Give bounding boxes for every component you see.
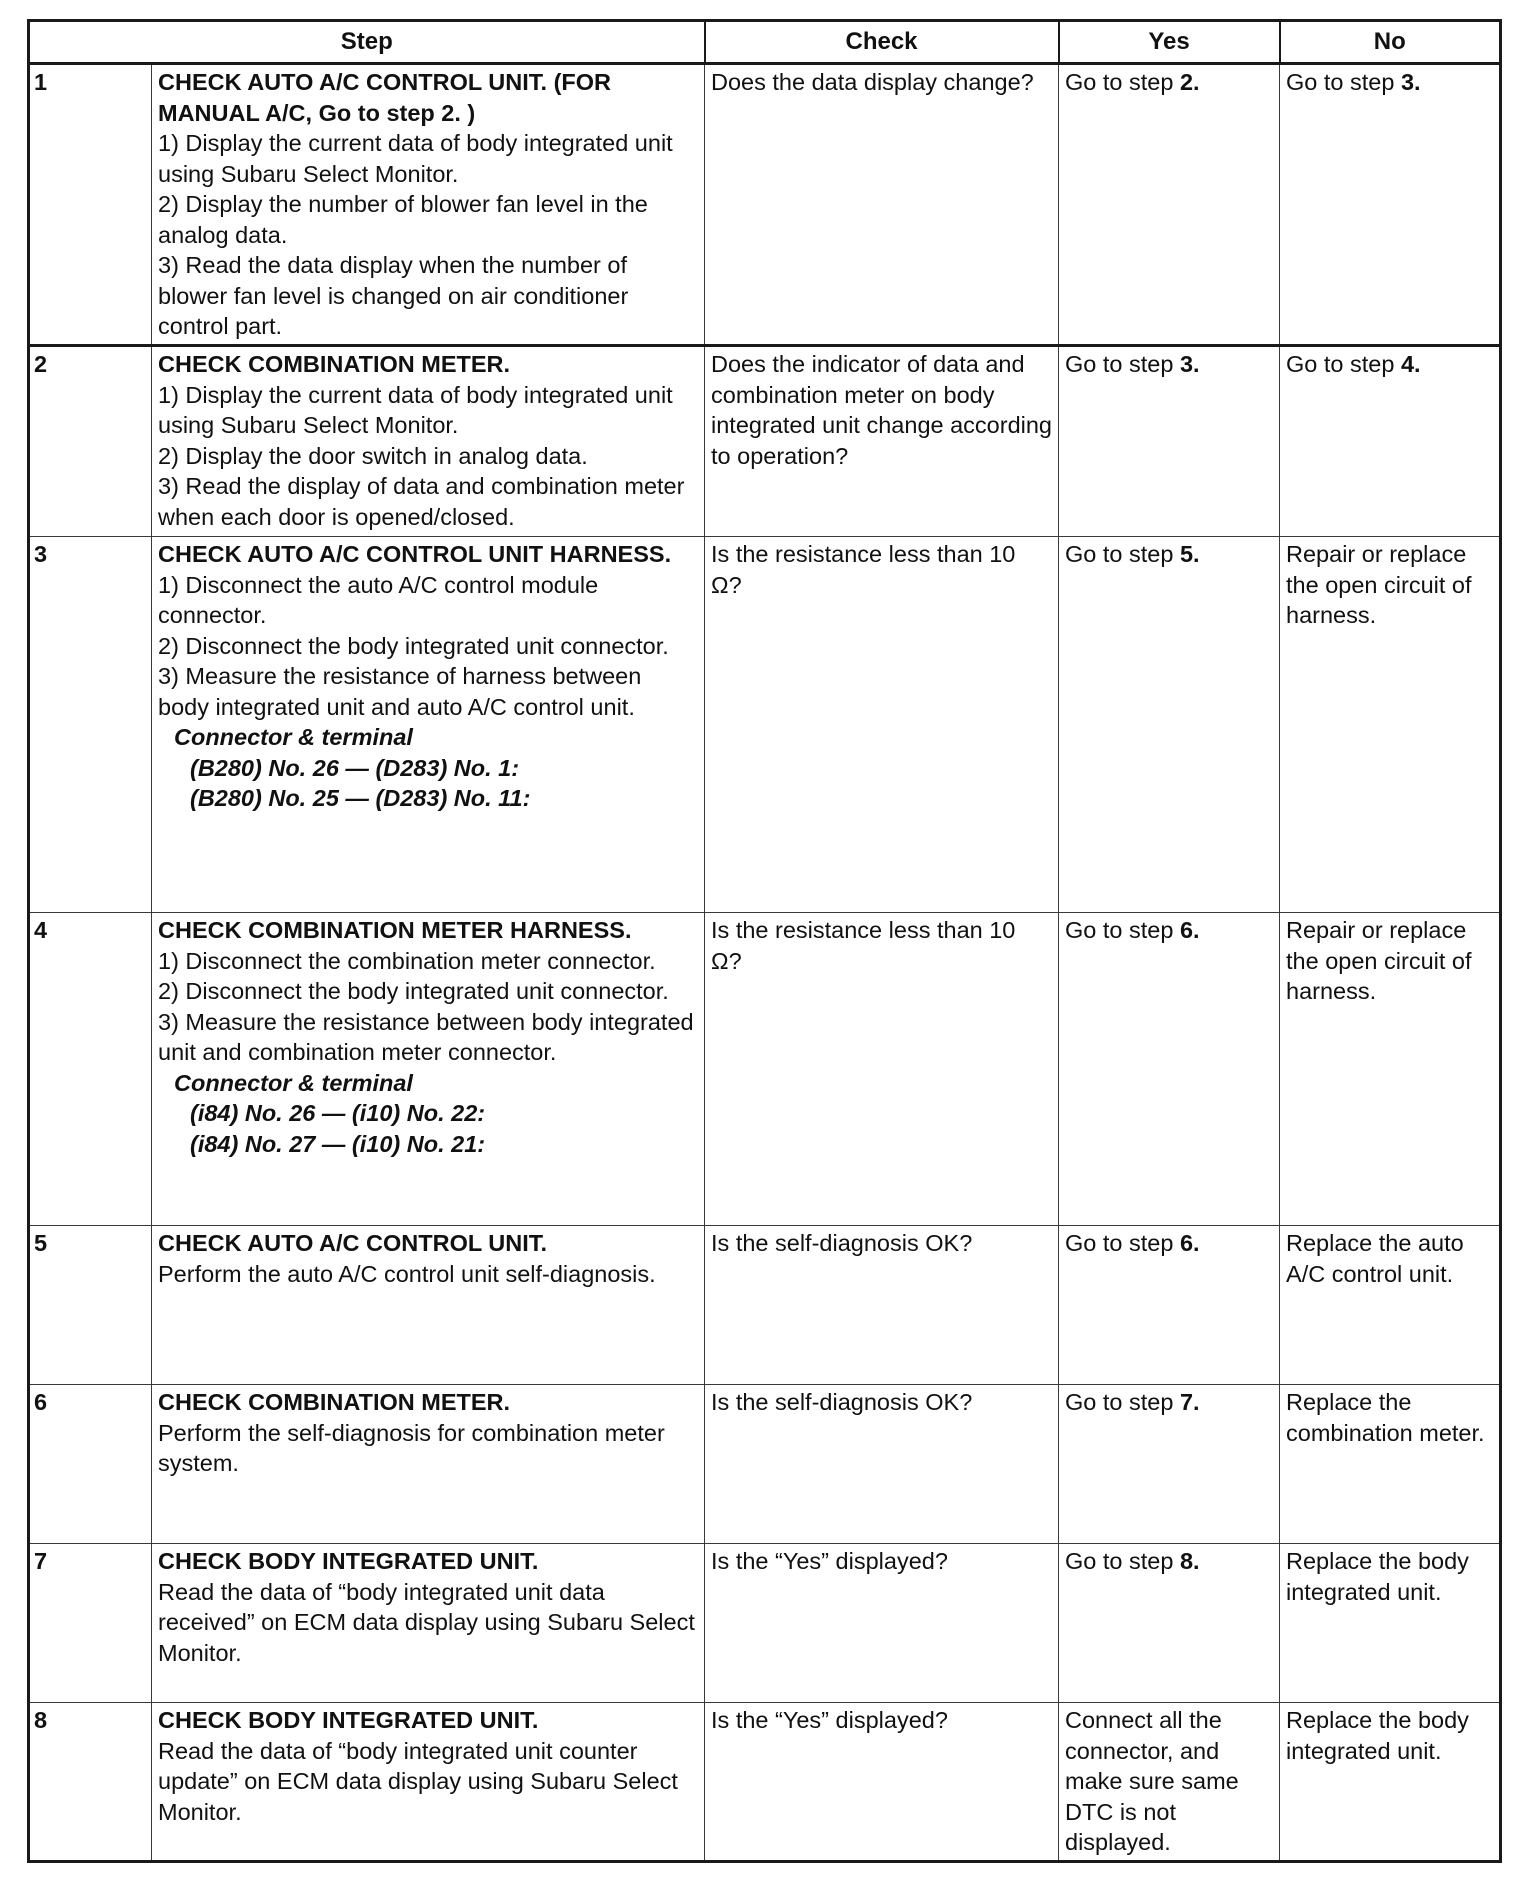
check-cell [705,1385,1059,1544]
no-action: Go to step [1286,69,1401,95]
no-action: Go to step [1286,351,1401,377]
no-cell [1280,64,1501,346]
header-no: No [1280,21,1501,64]
connector-terminal: (i84) No. 26 — (i10) No. 22: [190,1100,486,1126]
step-title: CHECK COMBINATION METER HARNESS. [158,917,632,943]
check-cell [705,346,1059,537]
step-number: 7 [34,1548,48,1574]
connector-terminal: (B280) No. 25 — (D283) No. 11: [190,785,531,811]
no-action: Replace the combination meter. [1286,1389,1485,1446]
step-instruction: 2) Display the door switch in analog data. [158,442,588,469]
check-question: Is the resistance less than 10 Ω? [711,917,1016,974]
yes-step-ref: 6. [1179,1230,1200,1256]
connector-terminal: (i84) No. 27 — (i10) No. 21: [190,1130,486,1157]
step-number-cell [29,1385,152,1544]
no-cell [1280,1385,1501,1544]
yes-step-ref: 7. [1179,1389,1200,1415]
step-title: CHECK COMBINATION METER. [158,351,511,377]
table-row [29,537,1501,913]
step-number-cell [29,1703,152,1862]
yes-action: Go to step [1065,1230,1180,1256]
header-step: Step [29,21,705,64]
yes-cell [1059,1544,1280,1703]
step-number: 1 [34,69,48,95]
step-number: 6 [34,1389,48,1415]
check-question: Is the self-diagnosis OK? [711,1230,973,1256]
no-cell [1280,537,1501,913]
step-description-cell [152,1385,705,1544]
no-action: Replace the body integrated unit. [1286,1707,1469,1764]
step-instruction: Perform the auto A/C control unit self-diagnosis. [158,1260,656,1287]
step-instruction: 2) Disconnect the body integrated unit connector. [158,632,669,659]
connector-heading: Connector & terminal [174,1069,413,1096]
step-instruction: 1) Display the current data of body integrated unit using Subaru Select Monitor. [158,381,673,438]
yes-action: Go to step [1065,351,1180,377]
step-number-cell [29,537,152,913]
no-step-ref: 3. [1400,69,1421,95]
step-description-cell [152,64,705,346]
check-question: Is the resistance less than 10 Ω? [711,541,1016,598]
step-instruction: Perform the self-diagnosis for combination meter system. [158,1419,665,1476]
check-cell [705,1703,1059,1862]
yes-action: Go to step [1065,1548,1180,1574]
yes-cell [1059,537,1280,913]
step-number-cell [29,1226,152,1385]
no-cell [1280,346,1501,537]
step-title: CHECK AUTO A/C CONTROL UNIT. (FOR MANUAL A/C, Go to step 2. ) [158,69,612,126]
check-question: Does the data display change? [711,69,1034,95]
no-cell [1280,913,1501,1226]
yes-action: Go to step [1065,917,1180,943]
step-title: CHECK COMBINATION METER. [158,1389,511,1415]
check-question: Is the “Yes” displayed? [711,1707,948,1733]
step-instruction: Read the data of “body integrated unit counter update” on ECM data display using Subaru Select Monitor. [158,1737,678,1825]
yes-cell [1059,1226,1280,1385]
check-cell [705,64,1059,346]
step-instruction: 1) Disconnect the auto A/C control module connector. [158,571,599,628]
step-instruction: 2) Display the number of blower fan level in the analog data. [158,191,648,248]
step-description-cell [152,913,705,1226]
header-yes: Yes [1059,21,1280,64]
table-header-row [29,21,1501,64]
step-instruction: 3) Read the data display when the number of blower fan level is changed on air conditioner control part. [158,252,629,339]
no-action: Replace the auto A/C control unit. [1286,1230,1464,1287]
connector-terminal: (B280) No. 26 — (D283) No. 1: [190,754,520,781]
no-action: Repair or replace the open circuit of harness. [1286,917,1472,1004]
step-number: 5 [34,1230,48,1256]
table-row [29,913,1501,1226]
header-check: Check [705,21,1059,64]
yes-step-ref: 2. [1179,69,1200,95]
table-row [29,64,1501,346]
yes-step-ref: 5. [1179,541,1200,567]
step-instruction: 1) Display the current data of body integrated unit using Subaru Select Monitor. [158,130,673,187]
no-action: Repair or replace the open circuit of harness. [1286,541,1472,628]
step-title: CHECK BODY INTEGRATED UNIT. [158,1548,539,1574]
check-cell [705,1544,1059,1703]
step-title: CHECK AUTO A/C CONTROL UNIT HARNESS. [158,541,672,567]
step-description-cell [152,1544,705,1703]
check-question: Is the self-diagnosis OK? [711,1389,973,1415]
yes-action: Go to step [1065,69,1180,95]
step-number: 3 [34,541,48,567]
table-row [29,1703,1501,1862]
step-number: 8 [34,1707,48,1733]
step-number-cell [29,913,152,1226]
step-number: 2 [34,351,48,377]
step-instruction: 1) Disconnect the combination meter connector. [158,947,656,974]
step-title: CHECK AUTO A/C CONTROL UNIT. [158,1230,548,1256]
step-instruction: 3) Measure the resistance of harness between body integrated unit and auto A/C control unit. [158,663,642,720]
diagnostic-table [27,19,1502,1863]
yes-cell [1059,913,1280,1226]
check-question: Does the indicator of data and combination meter on body integrated unit change according to operation? [711,351,1053,469]
step-description-cell [152,346,705,537]
check-cell [705,913,1059,1226]
step-instruction: 2) Disconnect the body integrated unit connector. [158,978,669,1004]
yes-step-ref: 8. [1179,1548,1200,1574]
yes-action: Connect all the connector, and make sure same DTC is not displayed. [1065,1707,1239,1855]
yes-cell [1059,64,1280,346]
table-row [29,346,1501,537]
yes-cell [1059,1385,1280,1544]
step-number: 4 [34,917,48,943]
table-row [29,1544,1501,1703]
table-row [29,1226,1501,1385]
step-instruction: Read the data of “body integrated unit data received” on ECM data display using Subaru Select Monitor. [158,1578,695,1666]
no-cell [1280,1544,1501,1703]
yes-cell [1059,1703,1280,1862]
yes-step-ref: 6. [1179,917,1200,943]
check-cell [705,1226,1059,1385]
no-cell [1280,1703,1501,1862]
no-cell [1280,1226,1501,1385]
yes-action: Go to step [1065,1389,1180,1415]
check-cell [705,537,1059,913]
step-description-cell [152,1226,705,1385]
step-number-cell [29,64,152,346]
step-title: CHECK BODY INTEGRATED UNIT. [158,1707,539,1733]
check-question: Is the “Yes” displayed? [711,1548,948,1574]
no-step-ref: 4. [1400,351,1421,377]
yes-step-ref: 3. [1179,351,1200,377]
yes-cell [1059,346,1280,537]
connector-heading: Connector & terminal [174,724,413,750]
step-description-cell [152,537,705,913]
table-row [29,1385,1501,1544]
step-instruction: 3) Measure the resistance between body integrated unit and combination meter connector. [158,1008,694,1065]
step-number-cell [29,1544,152,1703]
yes-action: Go to step [1065,541,1180,567]
step-instruction: 3) Read the display of data and combination meter when each door is opened/closed. [158,473,685,530]
no-action: Replace the body integrated unit. [1286,1548,1469,1605]
step-description-cell [152,1703,705,1862]
step-number-cell [29,346,152,537]
